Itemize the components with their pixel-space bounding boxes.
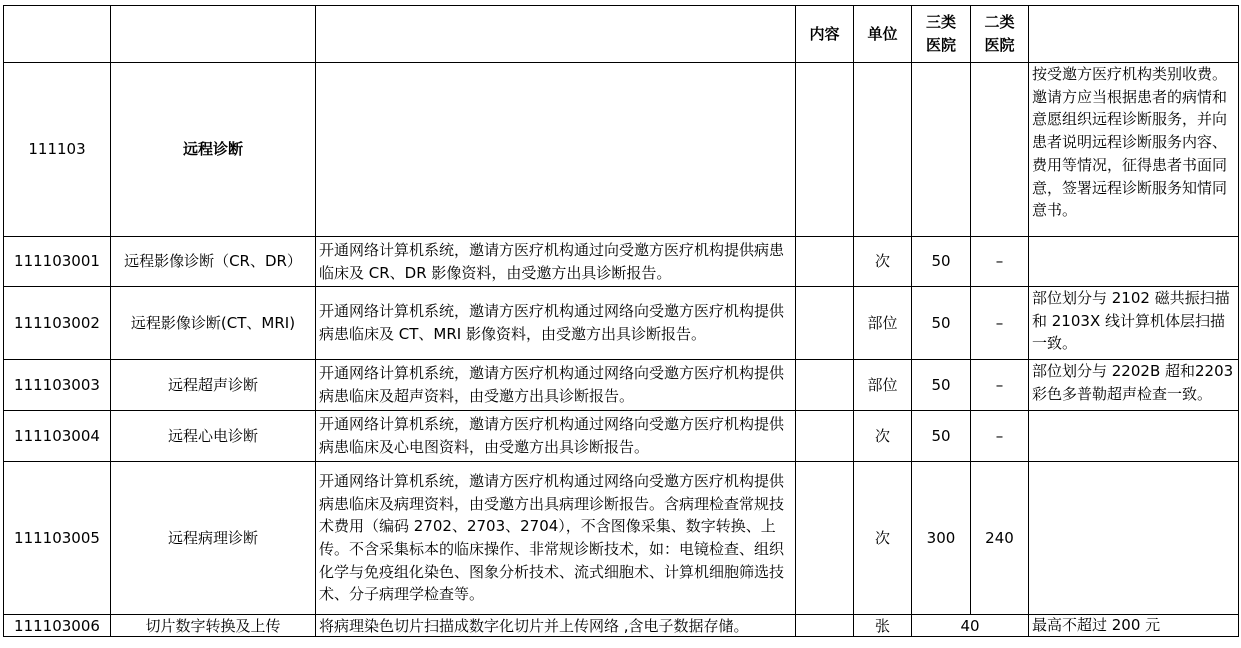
item-price-tier3: 50: [912, 360, 971, 411]
item-name: 远程诊断: [111, 63, 316, 237]
item-content: 开通网络计算机系统，邀请方医疗机构通过网络向受邀方医疗机构提供病患临床及心电图资料，由受邀方出具诊断报告。: [316, 411, 796, 462]
item-unit: 张: [854, 615, 912, 637]
header-name: [111, 6, 316, 63]
item-price-tier2: [971, 63, 1029, 237]
item-price-tier3: 300: [912, 462, 971, 615]
item-name: 远程心电诊断: [111, 411, 316, 462]
header-code: [4, 6, 111, 63]
item-note: [1029, 411, 1239, 462]
item-note: 部位划分与 2102 磁共振扫描和 2103X 线计算机体层扫描一致。: [1029, 287, 1239, 360]
item-exclusion: [796, 462, 854, 615]
item-unit: 部位: [854, 360, 912, 411]
table-row: [4, 63, 1239, 237]
item-content: 将病理染色切片扫描成数字化切片并上传网络 ,含电子数据存储。: [316, 615, 796, 637]
table-row: [4, 462, 1239, 615]
item-exclusion: [796, 237, 854, 287]
item-price-tier2: –: [971, 237, 1029, 287]
item-code: 111103006: [4, 615, 111, 637]
item-price-tier2: –: [971, 360, 1029, 411]
item-exclusion: [796, 63, 854, 237]
header-tier3: [912, 6, 971, 63]
header-unit: 单位: [854, 6, 912, 63]
item-note: 按受邀方医疗机构类别收费。邀请方应当根据患者的病情和意愿组织远程诊断服务，并向患者说明远程诊断服务内容、费用等情况，征得患者书面同意，签署远程诊断服务知情同意书。: [1029, 63, 1239, 237]
item-price-tier3: 50: [912, 411, 971, 462]
item-name: 切片数字转换及上传: [111, 615, 316, 637]
item-exclusion: [796, 411, 854, 462]
fee-schedule-table: [3, 5, 1239, 637]
header-content: [316, 6, 796, 63]
item-name: 远程影像诊断(CT、MRI): [111, 287, 316, 360]
item-note: 最高不超过 200 元: [1029, 615, 1239, 637]
header-row: [4, 6, 1239, 63]
item-name: 远程影像诊断（CR、DR）: [111, 237, 316, 287]
table-row: [4, 287, 1239, 360]
table-row: [4, 411, 1239, 462]
item-unit: 次: [854, 237, 912, 287]
item-content: 开通网络计算机系统，邀请方医疗机构通过网络向受邀方医疗机构提供病患临床及超声资料，由受邀方出具诊断报告。: [316, 360, 796, 411]
item-exclusion: [796, 287, 854, 360]
item-price-tier3: 50: [912, 237, 971, 287]
item-unit: [854, 63, 912, 237]
item-content: 开通网络计算机系统，邀请方医疗机构通过网络向受邀方医疗机构提供病患临床及 CT、MRI 影像资料，由受邀方出具诊断报告。: [316, 287, 796, 360]
item-unit: 次: [854, 462, 912, 615]
item-code: 111103001: [4, 237, 111, 287]
item-note: [1029, 462, 1239, 615]
item-content: 开通网络计算机系统，邀请方医疗机构通过向受邀方医疗机构提供病患临床及 CR、DR 影像资料，由受邀方出具诊断报告。: [316, 237, 796, 287]
item-price-tier2: 240: [971, 462, 1029, 615]
item-price-tier2: –: [971, 411, 1029, 462]
item-name: 远程超声诊断: [111, 360, 316, 411]
item-exclusion: [796, 615, 854, 637]
item-code: 111103005: [4, 462, 111, 615]
item-unit: 次: [854, 411, 912, 462]
table-row: [4, 615, 1239, 637]
header-note: [1029, 6, 1239, 63]
item-code: 111103: [4, 63, 111, 237]
header-tier2-line2: 医院: [984, 36, 1015, 54]
header-exclusion: 内容: [796, 6, 854, 63]
table-row: [4, 237, 1239, 287]
header-tier2-line1: 二类: [984, 13, 1015, 32]
item-code: 111103002: [4, 287, 111, 360]
item-price-tier3: [912, 63, 971, 237]
header-tier3-line2: 医院: [925, 36, 956, 54]
item-code: 111103003: [4, 360, 111, 411]
item-price-tier3: 50: [912, 287, 971, 360]
item-exclusion: [796, 360, 854, 411]
item-content: 开通网络计算机系统，邀请方医疗机构通过网络向受邀方医疗机构提供病患临床及病理资料，由受邀方出具病理诊断报告。含病理检查常规技术费用（编码 2702、2703、2704），不含图像采集、数字转换、上传。不含采集标本的临床操作、非常规诊断技术，如：电镜检查、组织化学与免疫组化染色、图象分析技术、流式细胞术、计算机细胞筛选技术、分子病理学检查等。: [316, 462, 796, 615]
header-tier2: [971, 6, 1029, 63]
item-note: 部位划分与 2202B 超和2203彩色多普勒超声检查一致。: [1029, 360, 1239, 411]
item-price-tier2: –: [971, 287, 1029, 360]
item-name: 远程病理诊断: [111, 462, 316, 615]
item-note: [1029, 237, 1239, 287]
item-content: [316, 63, 796, 237]
item-unit: 部位: [854, 287, 912, 360]
header-tier3-line1: 三类: [925, 13, 956, 32]
item-code: 111103004: [4, 411, 111, 462]
item-price-merged: 40: [912, 615, 1029, 637]
table-row: [4, 360, 1239, 411]
